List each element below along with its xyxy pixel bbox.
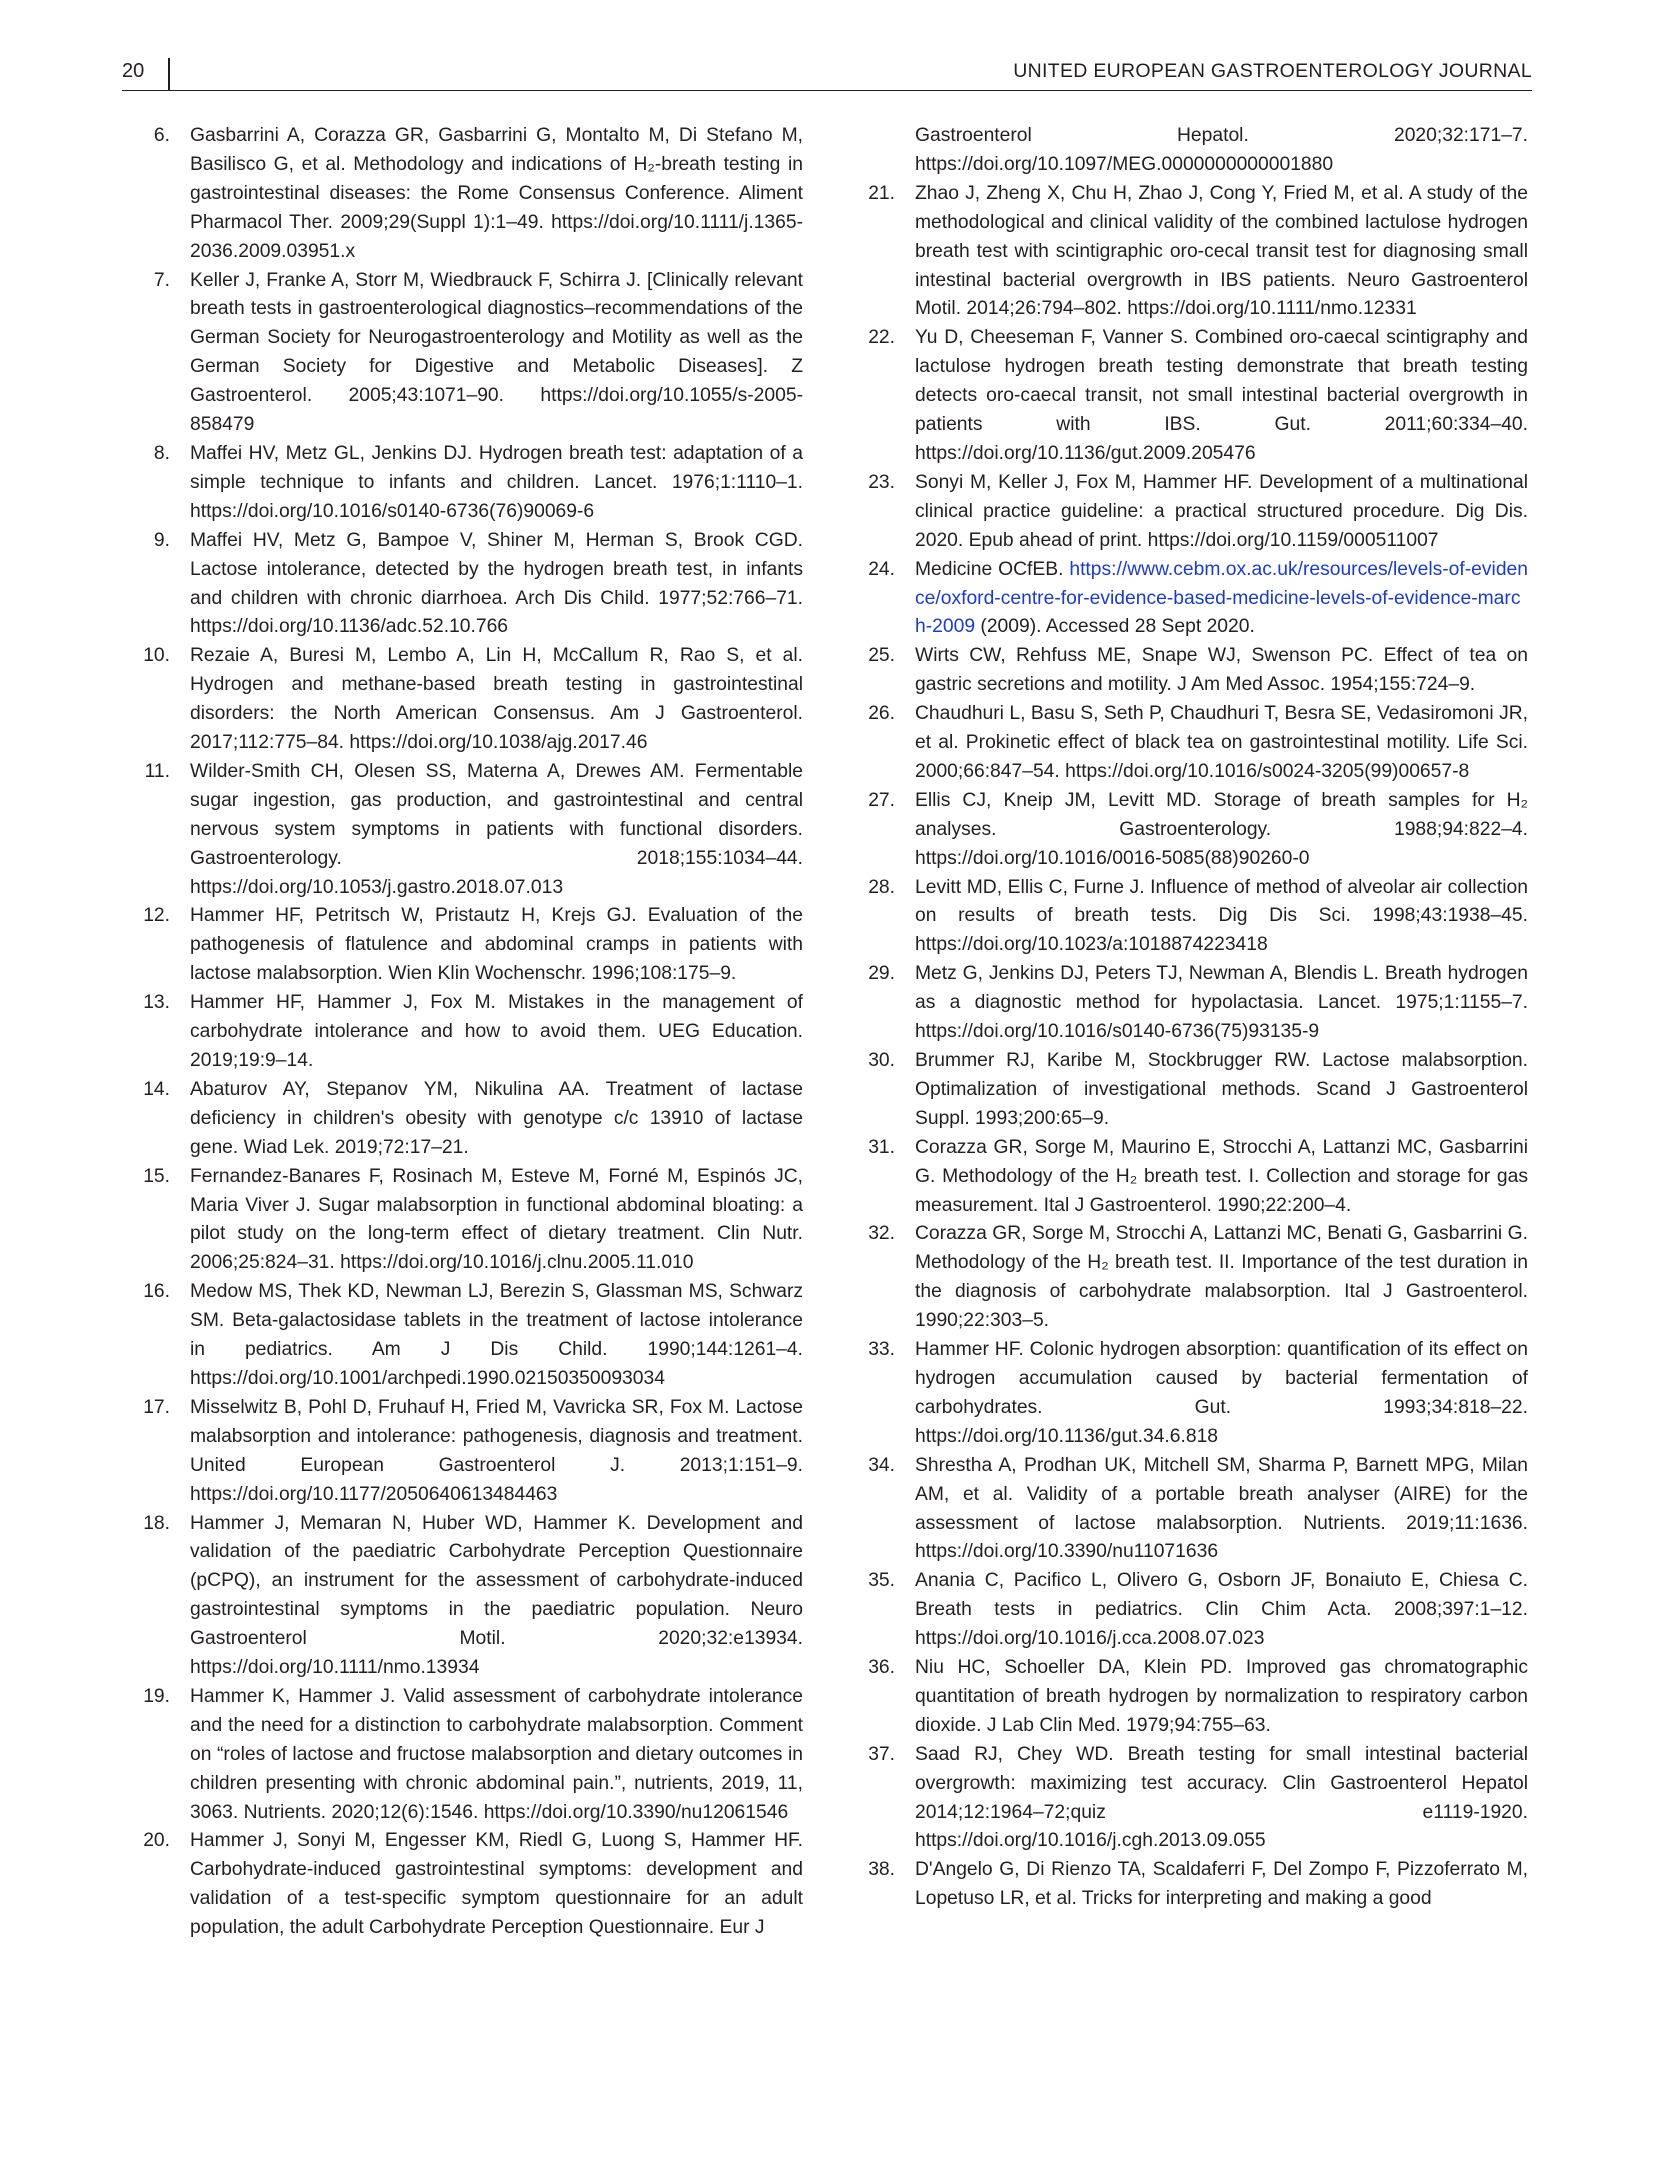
reference-item [143,1683,803,1828]
reference-text: Metz G, Jenkins DJ, Peters TJ, Newman A, Blendis L. Breath hydrogen as a diagnostic method for hypolactasia. Lancet. 1975;1:1155–7. https://doi.org/10.1016/s0140-6736(75)93135-9 [915,963,1528,1043]
reference-text: Brummer RJ, Karibe M, Stockbrugger RW. Lactose malabsorption. Optimalization of investigational methods. Scand J Gastroenterol Suppl. 1993;200:65–9. [915,1050,1528,1129]
reference-continuation [915,122,1528,180]
reference-text: Hammer J, Memaran N, Huber WD, Hammer K. Development and validation of the paediatric Carbohydrate Perception Questionnaire (pCPQ), an instrument for the assessment of carbohydrate-induced gastrointestinal symptoms in the paediatric population. Neuro Gastroenterol Motil. 2020;32:e13934. https://doi.org/10.1111/nmo.13934 [190,1512,803,1679]
reference-item [868,469,1528,556]
reference-text: Zhao J, Zheng X, Chu H, Zhao J, Cong Y, Fried M, et al. A study of the methodological and clinical validity of the combined lactulose hydrogen breath test with scintigraphic oro-cecal transit test for diagnosing small intestinal bacterial overgrowth in IBS patients. Neuro Gastroenterol Motil. 2014;26:794–802. https://doi.org/10.1111/nmo.12331 [915,182,1528,320]
reference-text: Corazza GR, Sorge M, Strocchi A, Lattanzi MC, Benati G, Gasbarrini G. Methodology of the H₂ breath test. II. Importance of the test duration in the diagnosis of carbohydrate malabsorption. Ital J Gastroenterol. 1990;22:303–5. [915,1223,1528,1332]
page-number: 20 [122,60,145,82]
reference-text: Hammer HF, Hammer J, Fox M. Mistakes in the management of carbohydrate intolerance and how to avoid them. UEG Education. 2019;19:9–14. [190,992,803,1071]
references-left-column [143,122,803,1943]
reference-text: Wilder-Smith CH, Olesen SS, Materna A, Drewes AM. Fermentable sugar ingestion, gas production, and gastrointestinal and central nervous system symptoms in patients with functional disorders. Gastroenterology. 2018;155:1034–44. https://doi.org/10.1053/j.gastro.2018.07.013 [190,760,803,898]
reference-number: 18. [143,1512,170,1534]
reference-number: 7. [153,269,170,291]
reference-number: 29. [868,963,895,985]
header-rule [122,90,1532,91]
reference-text: Sonyi M, Keller J, Fox M, Hammer HF. Development of a multinational clinical practice guideline: a practical structured procedure. Dig Dis. 2020. Epub ahead of print. https://doi.org/10.1159/000511007 [915,471,1528,551]
reference-text: Medow MS, Thek KD, Newman LJ, Berezin S, Glassman MS, Schwarz SM. Beta-galactosidase tablets in the treatment of lactose intolerance in pediatrics. Am J Dis Child. 1990;144:1261–4. https://doi.org/10.1001/archpedi.1990.02150350093034 [190,1281,803,1389]
reference-item [868,787,1528,874]
reference-item [868,180,1528,325]
reference-number: 20. [143,1830,170,1852]
reference-number: 23. [868,471,895,493]
reference-number: 14. [143,1078,170,1100]
reference-link[interactable]: https://www.cebm.ox.ac.uk/resources/levels-of-evidence/oxford-centre-for-evidence-based-medicine-levels-of-evidence-march-2009 [915,558,1528,638]
reference-item [868,1336,1528,1452]
reference-number: 17. [143,1396,170,1418]
reference-item [143,989,803,1076]
reference-text: Saad RJ, Chey WD. Breath testing for small intestinal bacterial overgrowth: maximizing test accuracy. Clin Gastroenterol Hepatol 2014;12:1964–72;quiz e1119-1920. https://doi.org/10.1016/j.cgh.2013.09.055 [915,1743,1528,1852]
reference-item [143,642,803,758]
page-header [122,58,1532,92]
reference-item [868,1452,1528,1568]
reference-number: 34. [868,1454,895,1476]
reference-text-tail: (2009). Accessed 28 Sept 2020. [975,616,1255,638]
reference-number: 38. [868,1859,895,1881]
reference-text: Yu D, Cheeseman F, Vanner S. Combined oro-caecal scintigraphy and lactulose hydrogen breath testing demonstrate that breath testing detects oro-caecal transit, not small intestinal bacterial overgrowth in patients with IBS. Gut. 2011;60:334–40. https://doi.org/10.1136/gut.2009.205476 [915,327,1528,464]
reference-number: 21. [868,182,895,204]
reference-text: Hammer K, Hammer J. Valid assessment of carbohydrate intolerance and the need for a distinction to carbohydrate malabsorption. Comment on “roles of lactose and fructose malabsorption and dietary outcomes in children presenting with chronic abdominal pain.”, nutrients, 2019, 11, 3063. Nutrients. 2020;12(6):1546. https://doi.org/10.3390/nu12061546 [190,1685,803,1823]
reference-item [868,1567,1528,1654]
reference-number: 12. [143,905,170,927]
reference-text: Shrestha A, Prodhan UK, Mitchell SM, Sharma P, Barnett MPG, Milan AM, et al. Validity of a portable breath analyser (AIRE) for the assessment of lactose malabsorption. Nutrients. 2019;11:1636. https://doi.org/10.3390/nu11071636 [915,1454,1528,1563]
reference-number: 28. [868,876,895,898]
reference-text: Corazza GR, Sorge M, Maurino E, Strocchi A, Lattanzi MC, Gasbarrini G. Methodology of the H₂ breath test. I. Collection and storage for gas measurement. Ital J Gastroenterol. 1990;22:200–4. [915,1136,1528,1216]
reference-number: 11. [144,760,170,782]
reference-item [868,960,1528,1047]
references-right-column [868,122,1528,1914]
reference-item [153,527,803,643]
reference-item [868,1047,1528,1134]
reference-item [868,874,1528,961]
reference-number: 33. [868,1339,895,1361]
reference-text: Hammer HF. Colonic hydrogen absorption: quantification of its effect on hydrogen accumulation caused by bacterial fermentation of carbohydrates. Gut. 1993;34:818–22. https://doi.org/10.1136/gut.34.6.818 [915,1339,1528,1447]
reference-text: Abaturov AY, Stepanov YM, Nikulina AA. Treatment of lactase deficiency in children's obesity with genotype c/c 13910 of lactase gene. Wiad Lek. 2019;72:17–21. [190,1078,803,1158]
reference-number: 6. [153,125,170,146]
reference-number: 24. [868,558,895,580]
reference-text: Chaudhuri L, Basu S, Seth P, Chaudhuri T, Besra SE, Vedasiromoni JR, et al. Prokinetic effect of black tea on gastrointestinal motility. Life Sci. 2000;66:847–54. https://doi.org/10.1016/s0024-3205(99)00657-8 [915,703,1528,782]
reference-number: 30. [868,1050,895,1071]
reference-number: 10. [143,645,170,667]
reference-item [868,1741,1528,1857]
reference-number: 32. [868,1223,895,1245]
reference-item [143,902,803,989]
reference-text: Ellis CJ, Kneip JM, Levitt MD. Storage of breath samples for H₂ analyses. Gastroenterology. 1988;94:822–4. https://doi.org/10.1016/0016-5085(88)90260-0 [915,789,1528,869]
reference-text: Maffei HV, Metz GL, Jenkins DJ. Hydrogen breath test: adaptation of a simple technique to infants and children. Lancet. 1976;1:1110–1. https://doi.org/10.1016/s0140-6736(76)90069-6 [190,442,803,522]
reference-text: Fernandez-Banares F, Rosinach M, Esteve M, Forné M, Espinós JC, Maria Viver J. Sugar malabsorption in functional abdominal bloating: a pilot study on the long-term effect of dietary treatment. Clin Nutr. 2006;25:824–31. https://doi.org/10.1016/j.clnu.2005.11.010 [190,1165,803,1274]
reference-item [868,642,1528,700]
reference-item [868,700,1528,787]
reference-item [143,1394,803,1510]
reference-text: Misselwitz B, Pohl D, Fruhauf H, Fried M, Vavricka SR, Fox M. Lactose malabsorption and intolerance: pathogenesis, diagnosis and treatment. United European Gastroenterol J. 2013;1:151–9. https://doi.org/10.1177/2050640613484463 [190,1396,803,1505]
reference-item [143,1278,803,1394]
reference-number: 27. [868,789,895,811]
reference-item [153,440,803,527]
reference-text: Keller J, Franke A, Storr M, Wiedbrauck F, Schirra J. [Clinically relevant breath tests in gastroenterological diagnostics–recommendations of the German Society for Neurogastroenterology and Motility as well as the German Society for Digestive and Metabolic Diseases]. Z Gastroenterol. 2005;43:1071–90. https://doi.org/10.1055/s-2005-858479 [190,269,803,436]
reference-number: 35. [868,1570,895,1592]
reference-item [143,1163,803,1279]
reference-item [143,1510,803,1683]
reference-item [868,1134,1528,1221]
reference-number: 19. [143,1685,170,1707]
reference-text: Gastroenterol Hepatol. 2020;32:171–7. https://doi.org/10.1097/MEG.0000000000001880 [915,125,1528,175]
reference-number: 26. [868,703,895,725]
reference-number: 16. [143,1281,170,1303]
reference-number: 13. [143,992,170,1014]
reference-item [868,324,1528,469]
journal-name: UNITED EUROPEAN GASTROENTEROLOGY JOURNAL [1013,60,1532,82]
reference-item [868,1856,1528,1914]
reference-item [144,758,803,903]
reference-text: Anania C, Pacifico L, Olivero G, Osborn JF, Bonaiuto E, Chiesa C. Breath tests in pediatrics. Clin Chim Acta. 2008;397:1–12. https://doi.org/10.1016/j.cca.2008.07.023 [915,1570,1528,1650]
reference-item [153,122,803,267]
header-divider [168,58,170,90]
reference-number: 25. [868,645,895,667]
reference-text: Gasbarrini A, Corazza GR, Gasbarrini G, Montalto M, Di Stefano M, Basilisco G, et al. Methodology and indications of H₂-breath testing in gastrointestinal diseases: the Rome Consensus Conference. Aliment Pharmacol Ther. 2009;29(Suppl 1):1–49. https://doi.org/10.1111/j.1365-2036.2009.03951.x [190,125,803,262]
reference-number: 22. [868,327,895,349]
reference-number: 8. [153,442,170,464]
reference-item [868,556,1528,643]
reference-text: D'Angelo G, Di Rienzo TA, Scaldaferri F, Del Zompo F, Pizzoferrato M, Lopetuso LR, et al. Tricks for interpreting and making a good [915,1859,1528,1910]
reference-text: Medicine OCfEB. [915,558,1064,580]
reference-number: 36. [868,1657,895,1679]
reference-text: Hammer HF, Petritsch W, Pristautz H, Krejs GJ. Evaluation of the pathogenesis of flatulence and abdominal cramps in patients with lactose malabsorption. Wien Klin Wochenschr. 1996;108:175–9. [190,905,803,985]
reference-number: 15. [143,1165,170,1187]
reference-text: Maffei HV, Metz G, Bampoe V, Shiner M, Herman S, Brook CGD. Lactose intolerance, detected by the hydrogen breath test, in infants and children with chronic diarrhoea. Arch Dis Child. 1977;52:766–71. https://doi.org/10.1136/adc.52.10.766 [190,529,803,638]
reference-text: Hammer J, Sonyi M, Engesser KM, Riedl G, Luong S, Hammer HF. Carbohydrate-induced gastrointestinal symptoms: development and validation of a test-specific symptom questionnaire for an adult population, the adult Carbohydrate Perception Questionnaire. Eur J [190,1830,803,1939]
reference-text: Levitt MD, Ellis C, Furne J. Influence of method of alveolar air collection on results of breath tests. Dig Dis Sci. 1998;43:1938–45. https://doi.org/10.1023/a:1018874223418 [915,876,1528,956]
reference-item [868,1654,1528,1741]
reference-number: 9. [153,529,170,551]
reference-number: 37. [868,1743,895,1765]
reference-item [868,1220,1528,1336]
reference-text: Wirts CW, Rehfuss ME, Snape WJ, Swenson PC. Effect of tea on gastric secretions and motility. J Am Med Assoc. 1954;155:724–9. [915,645,1528,696]
reference-item [143,1076,803,1163]
reference-item [153,267,803,440]
reference-text: Rezaie A, Buresi M, Lembo A, Lin H, McCallum R, Rao S, et al. Hydrogen and methane-based breath testing in gastrointestinal disorders: the North American Consensus. Am J Gastroenterol. 2017;112:775–84. https://doi.org/10.1038/ajg.2017.46 [190,645,803,754]
reference-text: Niu HC, Schoeller DA, Klein PD. Improved gas chromatographic quantitation of breath hydrogen by normalization to respiratory carbon dioxide. J Lab Clin Med. 1979;94:755–63. [915,1657,1528,1736]
reference-item [143,1827,803,1943]
reference-number: 31. [868,1136,895,1158]
